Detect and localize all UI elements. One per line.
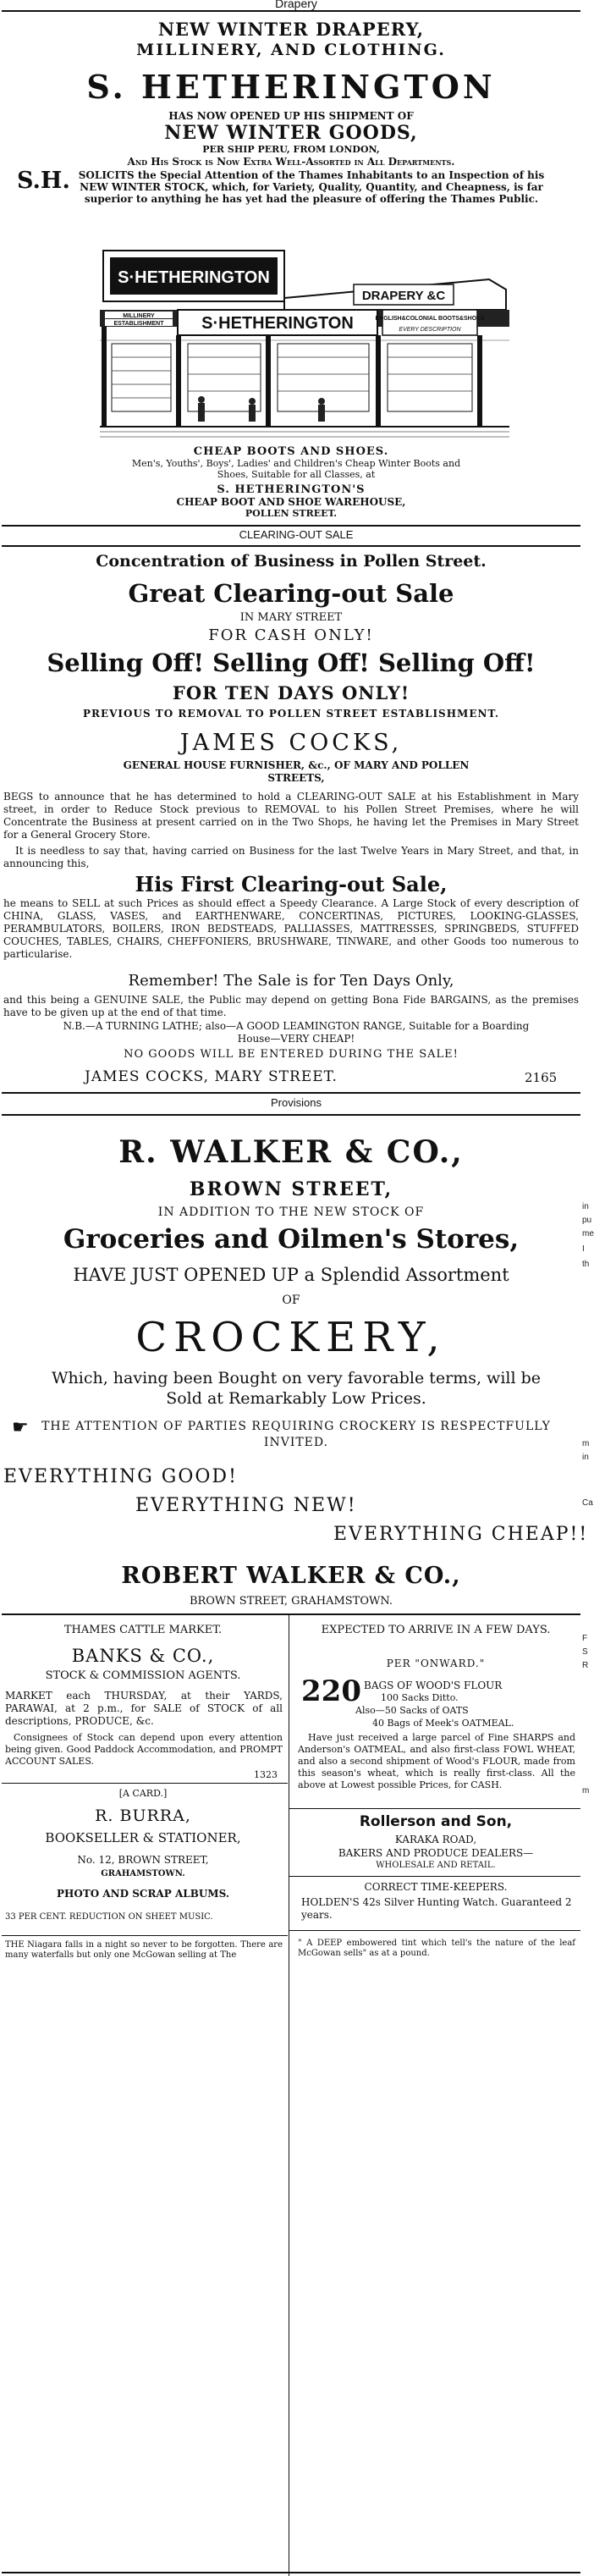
clearing-selling: Selling Off! Selling Off! Selling Off! — [47, 648, 536, 677]
clearing-furnisher: GENERAL HOUSE FURNISHER, &c., OF MARY AND POLLEN STREETS, — [123, 759, 470, 784]
provisions-name: R. WALKER & CO., — [118, 1134, 464, 1170]
expected-head: EXPECTED TO ARRIVE IN A FEW DAYS. — [321, 1624, 551, 1636]
edge-fragment: F — [582, 1634, 588, 1643]
clearing-footer-name: JAMES COCKS, MARY STREET. — [85, 1068, 338, 1085]
drapery-solicit: SOLICITS the Special Attention of the Thames Inhabitants to an Inspection of his NEW WINTER STOCK, which, for Variety, Quality, Quantity, and Cheapness, is far superior to anything he has yet had the pleasure of offering the Thames Public. — [78, 169, 545, 205]
divider — [289, 1930, 580, 1931]
divider — [2, 1114, 580, 1116]
rollerson-bakers: BAKERS AND PRODUCE DEALERS— — [338, 1847, 534, 1859]
sign-front: S·HETHERINGTON — [201, 314, 354, 333]
clearing-begs: BEGS to announce that he has determined to hold a CLEARING-OUT SALE at his Establishment in Mary street, in order to Reduce Stock previous to REMOVAL to his Pollen Street Premises, where he will Concentrate the Business at present carried on in the Two Shops, he having let the Premises in Mary Street for a General Grocery Store. — [3, 791, 579, 841]
provisions-everything-good: EVERYTHING GOOD! — [3, 1466, 238, 1487]
provisions-street: BROWN STREET, — [189, 1178, 393, 1200]
cattle-head: THAMES CATTLE MARKET. — [63, 1624, 223, 1636]
timekeepers-head: CORRECT TIME-KEEPERS. — [364, 1881, 508, 1893]
clearing-needless: It is needless to say that, having carried on Business for the last Twelve Years in Mary Street, and that, in announcing this, — [3, 845, 579, 869]
expected-received: Have just received a large parcel of Fine SHARPS and Anderson's OATMEAL, and also first-class FOWL WHEAT, and also a second shipment of Wood's FLOUR, made from this season's wheat, which is really first-class. All the above at Lowest possible Prices, for CASH. — [298, 1732, 575, 1790]
divider — [289, 1876, 580, 1877]
sign-establishment: ESTABLISHMENT — [113, 321, 164, 327]
deep-text: " A DEEP embowered tint which tell's the nature of the leaf McGowan sells" as at a pound. — [298, 1939, 575, 1958]
category-provisions: Provisions — [271, 1096, 322, 1109]
warehouse-line-1: S. HETHERINGTON'S — [217, 483, 366, 496]
boots-desc: Men's, Youths', Boys', Ladies' and Children's Cheap Winter Boots and Shoes, Suitable for all Classes, at — [131, 458, 461, 480]
burra-photo: PHOTO AND SCRAP ALBUMS. — [57, 1888, 229, 1900]
drapery-merchant-name: S. HETHERINGTON — [86, 68, 496, 106]
clearing-genuine: and this being a GENUINE SALE, the Public may depend on getting Bona Fide BARGAINS, as the premises have to be given up at the end of that time. — [3, 994, 579, 1018]
provisions-everything-new: EVERYTHING NEW! — [135, 1495, 357, 1516]
divider — [2, 1092, 580, 1094]
drapery-initials: S.H. — [17, 168, 70, 194]
burra-address-1: No. 12, BROWN STREET, — [77, 1854, 209, 1866]
divider — [2, 1935, 288, 1936]
clearing-ten-days: FOR TEN DAYS ONLY! — [172, 682, 410, 703]
burra-name: R. BURRA, — [95, 1807, 191, 1825]
clearing-remember: Remember! The Sale is for Ten Days Only, — [128, 972, 454, 990]
clearing-means: he means to SELL at such Prices as should effect a Speedy Clearance. A Large Stock of every description of CHINA, GLASS, VASES, and EARTHENWARE, CONCERTINAS, PICTURES, LOOKING-GLASSES, PERAMBULATORS, BOILERS, IRON BEDSTEADS, PALLIASSES, MATTRESSES, SPRINGBEDS, STUFFED COUCHES, TABLES, CHAIRS, CHEFFONIERS, BRUSHWARE, TINWARE, and other Goods too numerous to particularise. — [3, 897, 579, 960]
warehouse-line-3: POLLEN STREET. — [245, 508, 338, 519]
provisions-footer-name: ROBERT WALKER & CO., — [121, 1563, 461, 1589]
divider — [2, 525, 580, 527]
banks-market: MARKET each THURSDAY, at their YARDS, PARAWAI, at 2 p.m., for SALE of STOCK of all descriptions, PRODUCE, &c. — [5, 1690, 283, 1727]
clearing-name: JAMES COCKS, — [179, 730, 403, 756]
clearing-cash: FOR CASH ONLY! — [208, 626, 374, 644]
divider — [2, 1613, 580, 1615]
expected-220: 220 — [301, 1674, 361, 1708]
burra-address-2: GRAHAMSTOWN. — [101, 1869, 185, 1878]
clearing-nb: N.B.—A TURNING LATHE; also—A GOOD LEAMINGTON RANGE, Suitable for a Boarding House—VERY CHEAP! — [63, 1020, 530, 1045]
banks-name: BANKS & CO., — [71, 1646, 215, 1666]
timekeepers-holden: HOLDEN'S 42s Silver Hunting Watch. Guaranteed 2 years. — [301, 1896, 572, 1921]
divider — [2, 545, 580, 547]
provisions-everything-cheap: EVERYTHING CHEAP!! — [333, 1524, 589, 1545]
sign-boots: ENGLISH&COLONIAL BOOTS&SHOES — [375, 316, 485, 322]
edge-fragment: me — [582, 1229, 594, 1238]
provisions-addition: IN ADDITION TO THE NEW STOCK OF — [157, 1205, 425, 1219]
boots-head: CHEAP BOOTS AND SHOES. — [193, 445, 389, 458]
provisions-attention: THE ATTENTION OF PARTIES REQUIRING CROCKERY IS RESPECTFULLY INVITED. — [41, 1420, 551, 1449]
edge-fragment: m — [582, 1786, 590, 1795]
drapery-headline-2: MILLINERY, AND CLOTHING. — [136, 41, 446, 59]
pointing-hand-icon: ☛ — [12, 1417, 29, 1438]
clearing-number: 2165 — [525, 1070, 558, 1085]
drapery-goods: NEW WINTER GOODS, — [164, 122, 418, 144]
clearing-previous: PREVIOUS TO REMOVAL TO POLLEN STREET ESTABLISHMENT. — [82, 708, 500, 720]
divider — [289, 1808, 580, 1809]
drapery-ship: PER SHIP PERU, FROM LONDON, — [202, 144, 380, 155]
provisions-footer-addr: BROWN STREET, GRAHAMSTOWN. — [189, 1595, 393, 1608]
drapery-headline-1: NEW WINTER DRAPERY, — [157, 19, 425, 40]
edge-fragment: pu — [582, 1216, 592, 1225]
category-drapery: Drapery — [275, 0, 317, 10]
niagara-text: THE Niagara falls in a night so never to be forgotten. There are many waterfalls but only one McGowan selling at The — [5, 1940, 283, 1960]
burra-bookseller: BOOKSELLER & STATIONER, — [45, 1830, 241, 1845]
sign-millinery: MILLINERY — [123, 313, 155, 319]
rollerson-wholesale: WHOLESALE AND RETAIL. — [376, 1861, 496, 1870]
expected-sacks: 100 Sacks Ditto. — [381, 1692, 459, 1703]
category-clearing: CLEARING-OUT SALE — [239, 528, 354, 541]
edge-fragment: R — [582, 1661, 589, 1670]
edge-fragment: in — [582, 1453, 589, 1462]
provisions-crockery: CROCKERY, — [135, 1314, 447, 1361]
shop-illustration — [100, 239, 509, 440]
edge-fragment: S — [582, 1647, 588, 1657]
expected-oatmeal: 40 Bags of Meek's OATMEAL. — [372, 1718, 514, 1729]
edge-fragment: th — [582, 1260, 590, 1269]
burra-reduction: 33 PER CENT. REDUCTION ON SHEET MUSIC. — [5, 1912, 213, 1922]
burra-card: [A CARD.] — [118, 1788, 168, 1799]
drapery-opened: HAS NOW OPENED UP HIS SHIPMENT OF — [168, 110, 414, 122]
clearing-great: Great Clearing-out Sale — [128, 579, 454, 608]
banks-agents: STOCK & COMMISSION AGENTS. — [45, 1669, 241, 1682]
edge-fragment: I — [582, 1244, 585, 1254]
clearing-in-mary: IN MARY STREET — [239, 611, 343, 624]
drapery-assorted: And His Stock is Now Extra Well-Assorted in All Departments. — [127, 156, 455, 168]
divider — [2, 2572, 580, 2573]
banks-number: 1323 — [254, 1769, 278, 1780]
clearing-no-goods: NO GOODS WILL BE ENTERED DURING THE SALE! — [124, 1048, 459, 1061]
sign-drapery: DRAPERY &C — [361, 289, 446, 303]
clearing-first: His First Clearing-out Sale, — [135, 872, 448, 896]
provisions-which: Which, having been Bought on very favorable terms, will be Sold at Remarkably Low Prices. — [51, 1369, 541, 1408]
warehouse-line-2: CHEAP BOOT AND SHOE WAREHOUSE, — [176, 496, 406, 508]
expected-per: PER "ONWARD." — [386, 1658, 486, 1669]
clearing-concentration: Concentration of Business in Pollen Street. — [96, 552, 487, 571]
sign-every: EVERY DESCRIPTION — [399, 327, 461, 333]
edge-fragment: in — [582, 1202, 589, 1211]
sign-main: S·HETHERINGTON — [118, 268, 270, 287]
provisions-of: OF — [282, 1294, 300, 1307]
rollerson-karaka: KARAKA ROAD, — [394, 1834, 477, 1845]
edge-fragment: Ca — [582, 1498, 593, 1508]
expected-bags: BAGS OF WOOD'S FLOUR — [364, 1680, 503, 1691]
edge-fragment: m — [582, 1439, 590, 1448]
provisions-have: HAVE JUST OPENED UP a Splendid Assortment — [73, 1265, 509, 1285]
banks-consignees: Consignees of Stock can depend upon every attention being given. Good Paddock Accommodation, and PROMPT ACCOUNT SALES. — [5, 1732, 283, 1767]
provisions-groceries: Groceries and Oilmen's Stores, — [63, 1224, 520, 1255]
divider — [2, 10, 580, 12]
divider — [2, 1783, 288, 1784]
rollerson-name: Rollerson and Son, — [359, 1813, 513, 1830]
expected-oats: Also—50 Sacks of OATS — [355, 1705, 469, 1716]
